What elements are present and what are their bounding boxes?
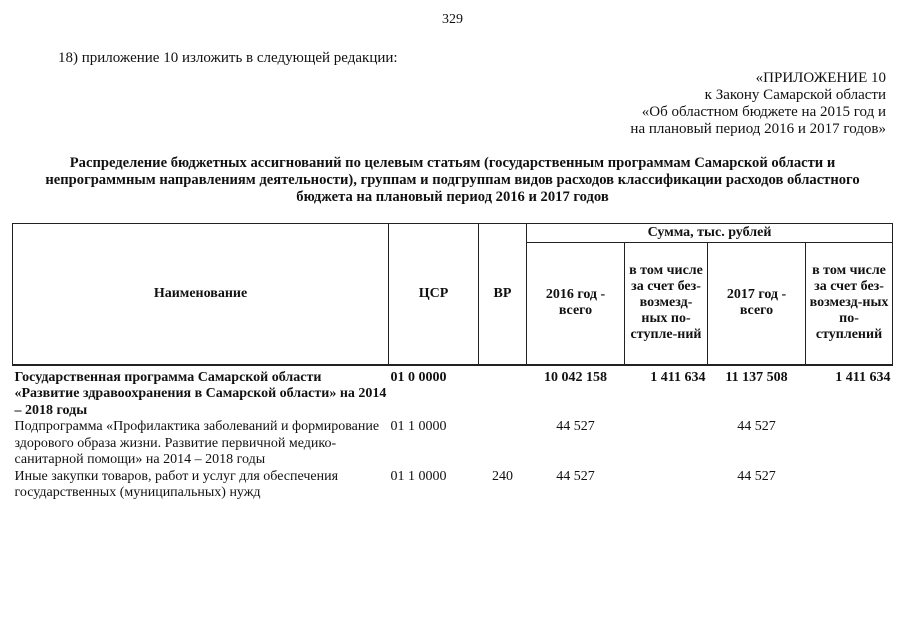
header-2017-free: в том числе за счет без-возмезд-ных по-ступлений xyxy=(806,243,893,365)
table-row xyxy=(13,419,893,469)
appendix-line: «ПРИЛОЖЕНИЕ 10 xyxy=(755,70,886,86)
intro-text: 18) приложение 10 изложить в следующей редакции: xyxy=(58,50,398,66)
row-name: Иные закупки товаров, работ и услуг для обеспечения государственных (муниципальных) нужд xyxy=(14,468,339,500)
page-number: 329 xyxy=(442,12,463,27)
header-csr: ЦСР xyxy=(389,224,479,365)
row-name: Подпрограмма «Профилактика заболеваний и формирование здорового образа жизни. Развитие первичной медико-санитарной помощи» на 2014 – 2018 годы xyxy=(14,419,380,467)
row-2016-free xyxy=(625,419,708,469)
title-line: Распределение бюджетных ассигнований по целевым статьям (государственным программам Самарской области и xyxy=(69,155,836,171)
row-vr: 240 xyxy=(492,468,513,484)
document-title xyxy=(14,155,891,206)
row-2017-total: 44 527 xyxy=(737,468,776,484)
row-2017-total: 11 137 508 xyxy=(725,369,788,385)
header-sum: Сумма, тыс. рублей xyxy=(527,224,893,243)
row-name: Государственная программа Самарской области «Развитие здравоохранения в Самарской области» на 2014 – 2018 годы xyxy=(14,369,387,418)
row-2016-free: 1 411 634 xyxy=(650,369,706,385)
appendix-line: к Закону Самарской области xyxy=(704,87,886,103)
row-2017-free xyxy=(806,469,893,502)
title-line: бюджета на плановый период 2016 и 2017 годов xyxy=(296,189,609,205)
title-line: непрограммным направлениям деятельности), группам и подгруппам видов расходов классификации расходов областного xyxy=(45,172,860,188)
row-csr: 01 1 0000 xyxy=(390,419,447,434)
row-csr: 01 1 0000 xyxy=(390,468,447,484)
header-2017-total: 2017 год - всего xyxy=(708,243,806,365)
appendix-heading xyxy=(630,70,886,138)
table-row xyxy=(13,365,893,420)
row-2017-free: 1 411 634 xyxy=(835,369,891,385)
table-row xyxy=(13,469,893,502)
row-vr xyxy=(479,419,527,469)
row-2016-total: 10 042 158 xyxy=(544,369,607,385)
header-2016-free: в том числе за счет без-возмезд-ных по-ступле-ний xyxy=(625,243,708,365)
row-2017-total: 44 527 xyxy=(737,419,776,434)
row-2016-total: 44 527 xyxy=(556,468,595,484)
row-vr xyxy=(479,365,527,420)
appendix-line: на плановый период 2016 и 2017 годов» xyxy=(630,121,886,137)
row-2016-free xyxy=(625,469,708,502)
row-csr: 01 0 0000 xyxy=(390,369,447,385)
appendix-line: «Об областном бюджете на 2015 год и xyxy=(641,104,886,120)
header-2016-total: 2016 год - всего xyxy=(527,243,625,365)
row-2017-free xyxy=(806,419,893,469)
header-name: Наименование xyxy=(13,224,389,365)
header-vr: ВР xyxy=(479,224,527,365)
budget-table xyxy=(12,223,893,502)
row-2016-total: 44 527 xyxy=(556,419,595,434)
